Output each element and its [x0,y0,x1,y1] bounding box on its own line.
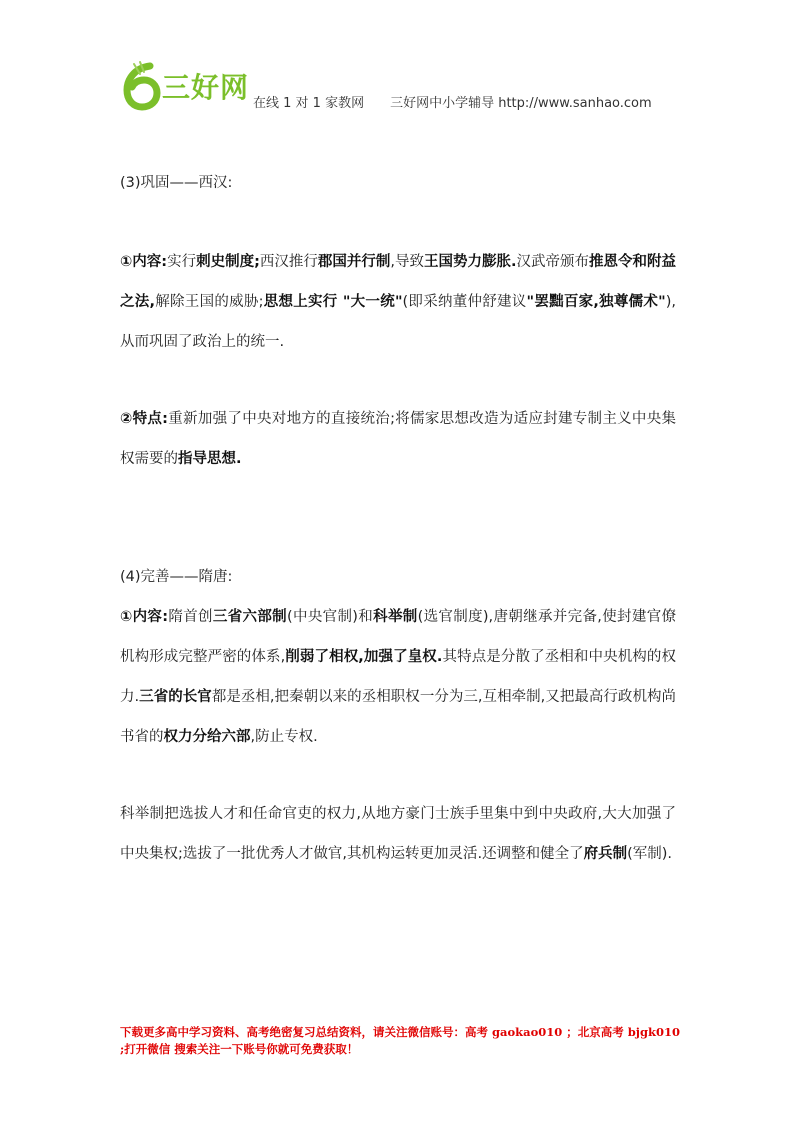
section-3-feature-paragraph [120,399,676,479]
logo-wordmark: 三好网 [162,71,250,104]
section-3-content-paragraph [120,242,676,362]
text-run: 科举制把选拔人才和任命官吏的权力,从地方豪门士族手里集中到中央政府,大大加强了中央集权;选拔了一批优秀人才做官,其机构运转更加灵活.还调整和健全了 [120,806,676,862]
bold-text-run: 府兵制 [583,846,628,862]
text-run: 解除王国的威胁; [155,294,264,310]
text-run: ,防止专权. [250,729,318,745]
text-run: (选官制度),唐朝继承并完备,使封建官僚机构形成完整严密的体系, [120,609,677,665]
text-run: 实行 [167,254,197,270]
page-header [120,60,680,112]
bold-text-run: ①内容: [120,254,168,270]
text-run: (军制). [627,846,673,862]
bold-text-run: 郡国并行制 [317,254,391,270]
logo-six-icon [120,60,166,112]
bold-text-run: "罢黜百家,独尊儒术" [526,294,666,310]
bold-text-run: 王国势力膨胀. [424,254,517,270]
text-run: (即采纳董仲舒建议 [402,294,527,310]
header-caption [253,92,652,111]
text-run: 隋首创 [168,609,213,625]
bold-text-run: 推恩令和附益之法, [120,254,677,310]
document-body [120,163,676,874]
bold-text-run: 科举制 [373,609,418,625]
bold-text-run: 三省六部制 [212,609,288,625]
bold-text-run: 指导思想. [178,451,242,467]
section-4-title: (4)完善——隋唐: [120,569,233,585]
bold-text-run: 思想上实行 "大一统" [263,294,403,310]
section-4-content-paragraph [120,597,676,757]
header-site-link[interactable]: 三好网中小学辅导 http://www.sanhao.com [390,96,652,111]
text-run: 其特点是分散了丞相和中央机构的权力. [120,649,676,705]
text-run: 都是丞相,把秦朝以来的丞相职权一分为三,互相牵制,又把最高行政机构尚书省的 [120,689,677,745]
section-3-title: (3)巩固——西汉: [120,175,233,191]
text-run: 西汉推行 [259,254,318,270]
bold-text-run: 权力分给六部 [163,729,251,745]
sanhao-logo[interactable] [120,60,252,112]
bold-text-run: ①内容: [120,609,169,625]
text-run: ,导致 [390,254,424,270]
bold-text-run: 削弱了相权,加强了皇权. [285,649,443,665]
text-run: (中央官制)和 [287,609,374,625]
bold-text-run: 刺史制度; [196,254,260,270]
footer-notice: 下载更多高中学习资料、高考绝密复习总结资料，请关注微信账号：高考 gaokao010 ；北京高考 bjgk010 ;打开微信 搜索关注一下账号你就可免费获取！ [120,1025,680,1056]
bold-text-run: ②特点: [120,411,168,427]
section-4-keju-paragraph [120,794,676,874]
text-run: 汉武帝颁布 [516,254,590,270]
bold-text-run: 三省的长官 [139,689,212,705]
text-run: 重新加强了中央对地方的直接统治;将儒家思想改造为适应封建专制主义中央集权需要的 [120,411,676,467]
text-run: ),从而巩固了政治上的统一. [120,294,677,350]
header-tagline: 在线 1 对 1 家教网 [253,96,365,111]
